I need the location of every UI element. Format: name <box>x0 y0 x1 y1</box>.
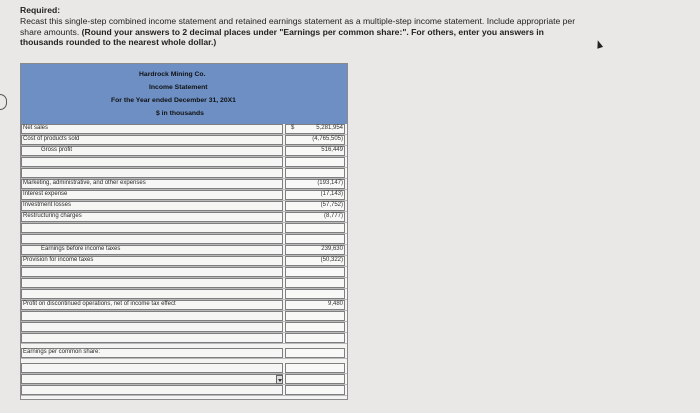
table-row <box>21 245 347 256</box>
table-row <box>21 311 347 322</box>
amount-field[interactable] <box>285 168 345 178</box>
account-label-field[interactable] <box>21 157 283 167</box>
account-label-field[interactable] <box>21 385 283 395</box>
amount-field[interactable] <box>285 157 345 167</box>
company-name: Hardrock Mining Co. <box>139 71 206 78</box>
account-label-field[interactable] <box>21 289 283 299</box>
collapse-handle-icon <box>0 94 7 110</box>
chevron-down-icon[interactable] <box>276 375 283 384</box>
statement-title: Income Statement <box>149 84 208 91</box>
table-row <box>21 322 347 333</box>
table-row <box>21 333 347 344</box>
account-label-field[interactable] <box>21 234 283 244</box>
table-row <box>21 278 347 289</box>
amount-field[interactable] <box>285 267 345 277</box>
table-row <box>21 374 347 385</box>
amount-restructuring-charges: (8,777) <box>323 213 343 219</box>
amount-field[interactable] <box>285 289 345 299</box>
amount-interest-expense: (17,143) <box>320 191 343 197</box>
amount-earnings-before-taxes: 239,630 <box>321 246 343 252</box>
amount-gross-profit: 516,449 <box>321 147 343 153</box>
account-label-field[interactable] <box>21 267 283 277</box>
row-label-cost-of-products: Cost of products sold <box>23 136 80 142</box>
amount-field[interactable] <box>285 374 345 384</box>
amount-marketing-expenses: (193,147) <box>317 180 343 186</box>
mouse-cursor-icon <box>595 39 603 48</box>
amount-field[interactable] <box>285 333 345 343</box>
row-label-marketing-expenses: Marketing, administrative, and other expenses <box>23 180 146 186</box>
table-row <box>21 300 347 311</box>
table-row <box>21 201 347 212</box>
table-row <box>21 267 347 278</box>
account-label-field[interactable] <box>21 278 283 288</box>
row-label-discontinued-operations: Profit on discontinued operations, net of income tax effect <box>23 301 176 307</box>
account-label-field[interactable] <box>21 168 283 178</box>
amount-field[interactable] <box>285 311 345 321</box>
account-label-field[interactable] <box>21 363 283 373</box>
statement-period: For the Year ended December 31, 20X1 <box>111 97 236 104</box>
row-label-net-sales: Net sales <box>23 125 49 131</box>
statement-units: $ in thousands <box>156 110 204 117</box>
row-label-earnings-before-taxes: Earnings before income taxes <box>41 246 121 252</box>
amount-field[interactable] <box>285 234 345 244</box>
amount-investment-losses: (57,752) <box>320 202 343 208</box>
amount-field[interactable] <box>285 363 345 373</box>
income-statement-worksheet <box>20 63 348 400</box>
table-row <box>21 348 347 359</box>
amount-field[interactable] <box>285 223 345 233</box>
instructions <box>20 5 580 48</box>
table-row <box>21 146 347 157</box>
table-row <box>21 190 347 201</box>
table-row <box>21 179 347 190</box>
amount-field[interactable] <box>285 278 345 288</box>
table-row <box>21 256 347 267</box>
row-label-interest-expense: Interest expense <box>23 191 68 197</box>
table-row <box>21 124 347 135</box>
amount-cost-of-products: (4,765,505) <box>312 136 343 142</box>
row-label-provision-income-taxes: Provision for income taxes <box>23 257 94 263</box>
amount-net-sales: 5,281,954 <box>316 125 343 131</box>
table-row <box>21 363 347 374</box>
amount-discontinued-operations: 9,480 <box>327 301 343 307</box>
table-row <box>21 289 347 300</box>
amount-field[interactable] <box>285 322 345 332</box>
account-label-field[interactable] <box>21 333 283 343</box>
row-label-restructuring-charges: Restructuring charges <box>23 213 82 219</box>
instructions-text: Recast this single-step combined income statement and retained earnings statement as a multiple-step income statement. Include appropriate per share amounts. <box>20 15 576 37</box>
row-label-gross-profit: Gross profit <box>41 147 73 153</box>
amount-field[interactable] <box>285 348 345 358</box>
table-row <box>21 234 347 245</box>
account-label-field[interactable] <box>21 374 283 384</box>
row-label-earnings-per-share: Earnings per common share: <box>23 349 101 355</box>
currency-symbol: $ <box>291 125 295 131</box>
table-row <box>21 385 347 396</box>
table-row <box>21 223 347 234</box>
amount-field[interactable] <box>285 385 345 395</box>
account-label-field[interactable] <box>21 223 283 233</box>
table-row <box>21 135 347 146</box>
required-heading: Required: <box>20 5 61 15</box>
amount-provision-income-taxes: (50,322) <box>320 257 343 263</box>
table-row <box>21 157 347 168</box>
account-label-field[interactable] <box>21 311 283 321</box>
row-label-investment-losses: Investment losses <box>23 202 72 208</box>
account-label-field[interactable] <box>21 124 283 134</box>
account-label-field[interactable] <box>21 322 283 332</box>
instructions-rounding-note: (Round your answers to 2 decimal places under "Earnings per common share:". For others, enter you answers in thousands rounded to the nearest whole dollar.) <box>20 26 544 48</box>
statement-header <box>21 64 347 124</box>
table-row <box>21 168 347 179</box>
table-row <box>21 212 347 223</box>
